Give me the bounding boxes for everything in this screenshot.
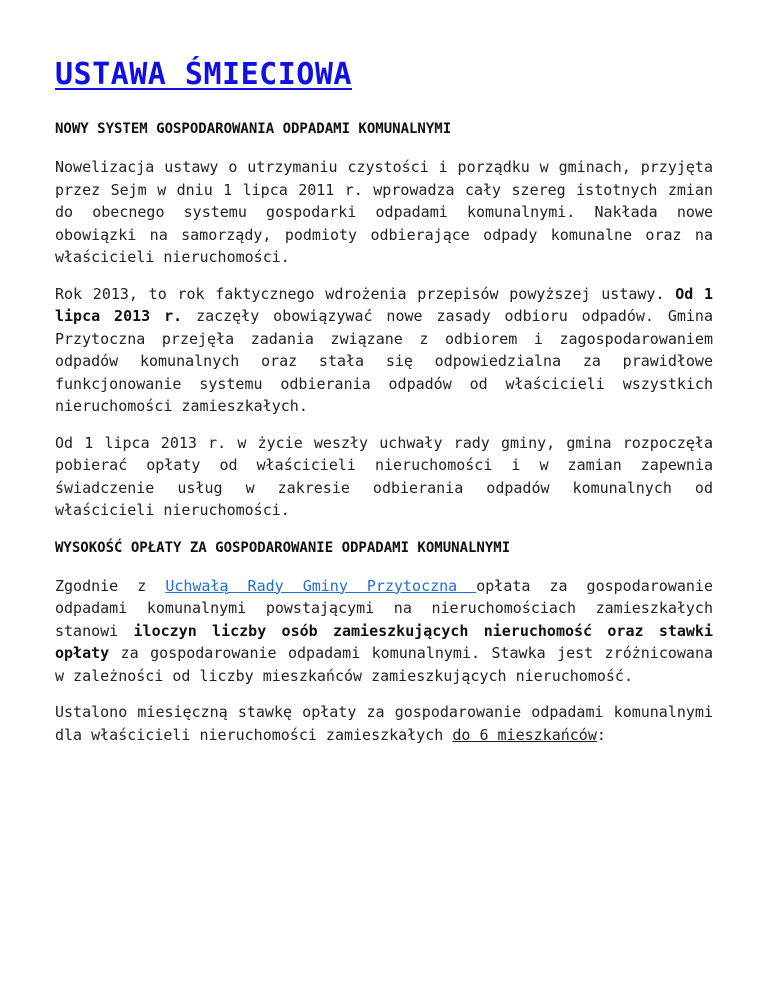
date-highlight: Od 1 lipca 2013 r. (55, 284, 714, 325)
page-title[interactable]: USTAWA ŚMIECIOWA (55, 57, 352, 92)
section-heading-fee-amount: WYSOKOŚĆ OPŁATY ZA GOSPODAROWANIE ODPADAMI KOMUNALNYMI (55, 539, 511, 556)
paragraph-fee-rule (55, 575, 713, 688)
paragraph-text: za gospodarowanie odpadami komunalnymi. Stawka jest zróżnicowana w zależności od liczby mieszkańców zamieszkujących nieruchomość. (55, 644, 713, 685)
paragraph-implementation (55, 283, 713, 418)
paragraph-text: : (596, 725, 606, 744)
fee-formula-highlight: iloczyn liczby osób zamieszkujących nieruchomość oraz stawki opłaty (55, 621, 713, 662)
paragraph-text: Rok 2013, to rok faktycznego wdrożenia przepisów powyższej ustawy. (55, 284, 676, 303)
resolution-link[interactable]: Uchwałą Rady Gminy Przytoczna (165, 576, 477, 595)
paragraph-text: zaczęły obowiązywać nowe zasady odbioru odpadów. Gmina Przytoczna przejęła zadania związane z odbiorem i zagospodarowaniem odpadów komunalnych oraz stała się odpowiedzialna za prawidłowe funkcjonowanie systemu odbierania odpadów od właścicieli wszystkich nieruchomości zamieszkałych. (55, 307, 713, 415)
paragraph-text: opłata za gospodarowanie odpadami komunalnymi powstającymi na nieruchomościach zamieszkałych stanowi (55, 576, 713, 640)
section-heading-new-system: NOWY SYSTEM GOSPODAROWANIA ODPADAMI KOMUNALNYMI (55, 121, 452, 137)
paragraph-text: Zgodnie z (55, 576, 166, 595)
residents-limit: do 6 mieszkańców (452, 725, 597, 744)
paragraph-resolutions: Od 1 lipca 2013 r. w życie weszły uchwały rady gminy, gmina rozpoczęła pobierać opłaty od właścicieli nieruchomości i w zamian zapewnia świadczenie usług w zakresie odbierania odpadów komunalnych od właścicieli nieruchomości. (55, 433, 713, 519)
paragraph-text: Ustalono miesięczną stawkę opłaty za gospodarowanie odpadami komunalnymi dla właścicieli nieruchomości zamieszkałych (55, 703, 713, 744)
paragraph-amendment: Nowelizacja ustawy o utrzymaniu czystości i porządku w gminach, przyjęta przez Sejm w dniu 1 lipca 2011 r. wprowadza cały szereg istotnych zmian do obecnego systemu gospodarki odpadami komunalnymi. Nakłada nowe obowiązki na samorządy, podmioty odbierające odpady komunalne oraz na właścicieli nieruchomości. (55, 158, 713, 266)
paragraph-monthly-rate (55, 701, 713, 746)
